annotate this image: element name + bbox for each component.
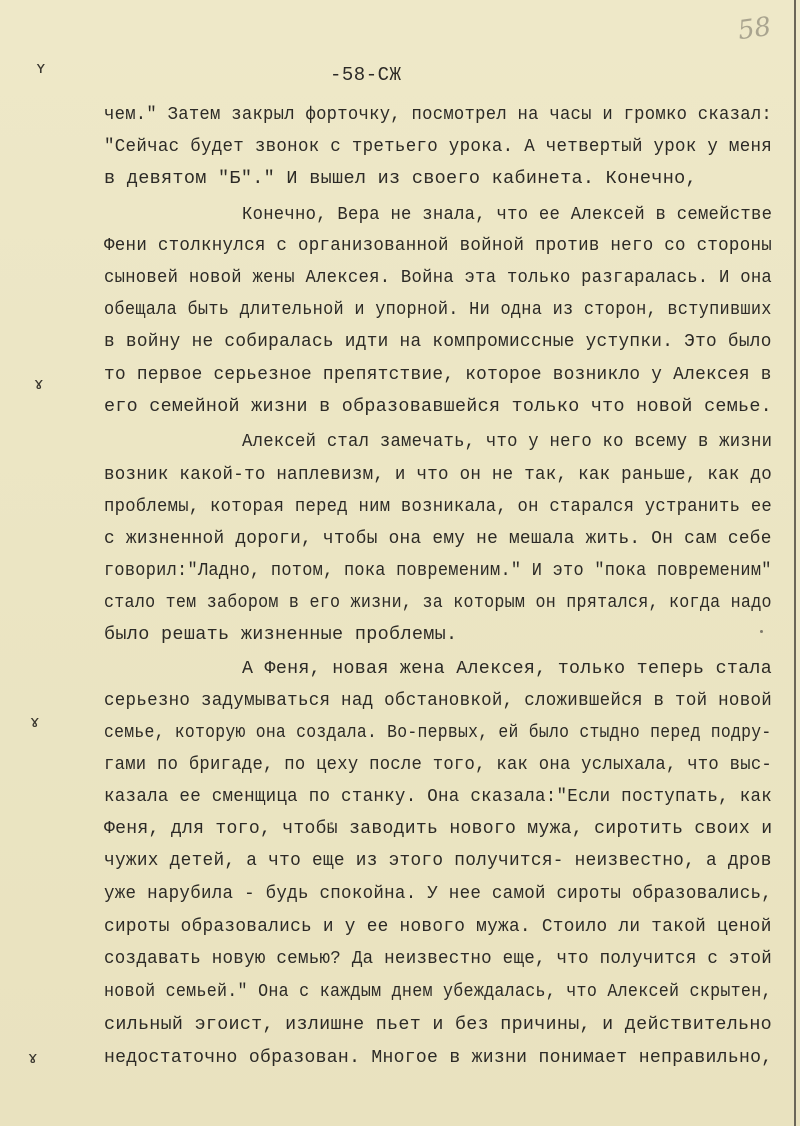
text-line: сильный эгоист, излишне пьет и без причины, и действительно	[104, 1014, 773, 1035]
text-line: "Сейчас будет звонок с третьего урока. А четвертый урок у меня	[104, 136, 773, 157]
text-line: Фени столкнулся с организованной войной против него со стороны	[104, 235, 773, 256]
text-line: то первое серьезное препятствие, которое возникло у Алексея в	[104, 364, 772, 385]
text-line: А Феня, новая жена Алексея, только теперь стала	[242, 658, 772, 679]
text-line: с жизненной дороги, чтобы она ему не мешала жить. Он сам себе	[104, 528, 772, 549]
text-line: новой семьей." Она с каждым днем убеждалась, что Алексей скрытен,	[104, 981, 772, 1002]
text-line: сироты образовались и у ее нового мужа. Стоило ли такой ценой	[104, 916, 772, 937]
text-line: казала ее сменщица по станку. Она сказала:"Если поступать, как	[104, 786, 773, 807]
text-line: серьезно задумываться над обстановкой, сложившейся в той новой	[104, 690, 773, 711]
margin-mark: ɤ	[34, 374, 44, 393]
handwritten-page-number: 58	[736, 11, 774, 47]
text-line: семье, которую она создала. Во-первых, ей было стыдно перед подру-	[104, 722, 772, 743]
text-line: Конечно, Вера не знала, что ее Алексей в семействе	[242, 204, 773, 225]
margin-mark: ʏ	[36, 58, 46, 77]
text-line: гами по бригаде, по цеху после того, как она услыхала, что выс-	[104, 754, 773, 775]
text-line: было решать жизненные проблемы.	[104, 624, 458, 645]
text-line: стало тем забором в его жизни, за которым он прятался, когда надо	[104, 592, 772, 613]
text-line: обещала быть длительной и упорной. Ни одна из сторон, вступивших	[104, 299, 772, 320]
text-line: Алексей стал замечать, что у него ко всему в жизни	[242, 431, 773, 452]
text-line: в войну не собиралась идти на компромиссные уступки. Это было	[104, 331, 772, 352]
text-line: чужих детей, а что еще из этого получится- неизвестно, а дров	[104, 850, 772, 871]
text-line: сыновей новой жены Алексея. Война эта только разгаралась. И она	[104, 267, 773, 288]
text-line: чем." Затем закрыл форточку, посмотрел на часы и громко сказал:	[104, 104, 773, 125]
margin-mark: ɤ	[28, 1048, 38, 1067]
text-line: уже нарубила - будь спокойна. У нее самой сироты образовались,	[104, 883, 773, 904]
text-line: возник какой-то наплевизм, и что он не так, как раньше, как до	[104, 464, 773, 485]
text-line: его семейной жизни в образовавшейся только что новой семье.	[104, 396, 773, 417]
page-edge-shadow	[794, 0, 796, 1126]
text-line: недостаточно образован. Многое в жизни понимает неправильно,	[104, 1047, 773, 1068]
paper-speck	[760, 630, 763, 633]
text-line: говорил:"Ладно, потом, пока повременим." И это "пока повременим"	[104, 560, 772, 581]
text-line: создавать новую семью? Да неизвестно еще, что получится с этой	[104, 948, 773, 969]
text-line: Феня, для того, чтобы заводить нового мужа, сиротить своих и	[104, 818, 773, 839]
text-line: проблемы, которая перед ним возникала, он старался устранить ее	[104, 496, 773, 517]
page-header: -58-СЖ	[330, 64, 402, 86]
margin-mark: ɤ	[30, 712, 40, 731]
text-line: в девятом "Б"." И вышел из своего кабинета. Конечно,	[104, 168, 697, 189]
